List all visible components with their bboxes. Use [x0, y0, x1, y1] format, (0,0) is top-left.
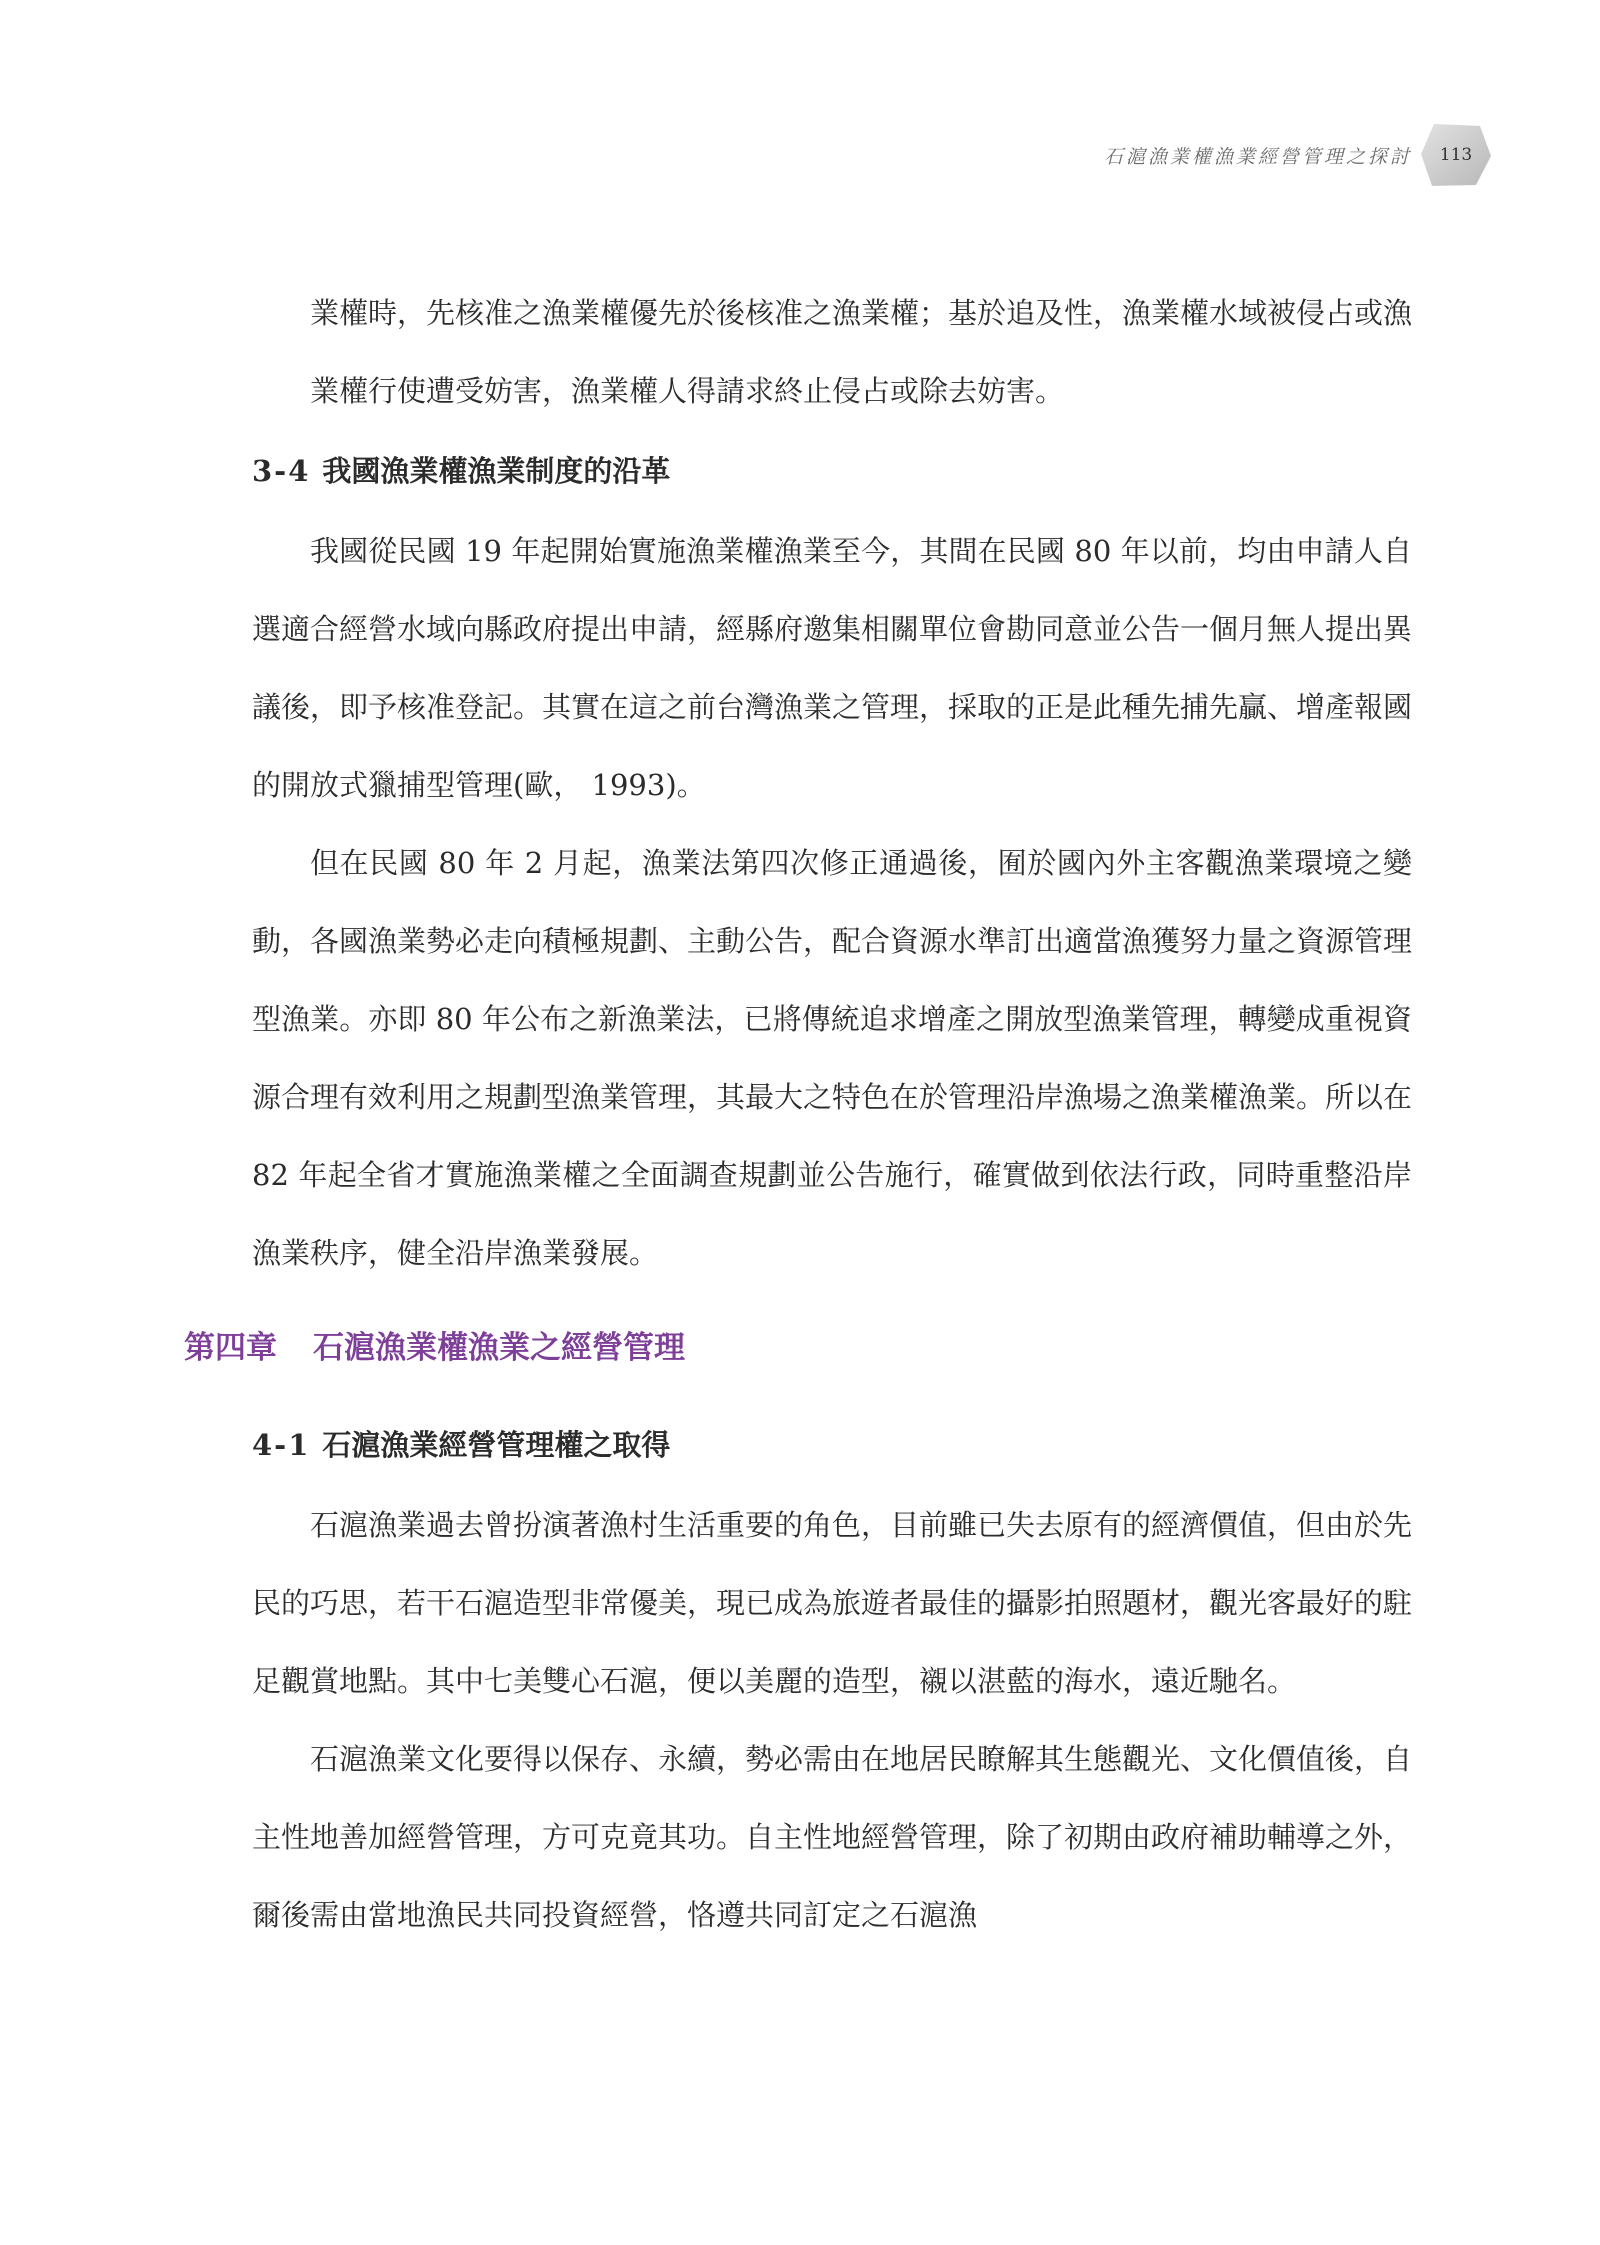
- page-number-badge: [1420, 122, 1492, 188]
- paragraph-continued: 業權時，先核准之漁業權優先於後核准之漁業權；基於追及性，漁業權水域被侵占或漁業權行使遭受妨害，漁業權人得請求終止侵占或除去妨害。: [310, 296, 1413, 408]
- section-heading-3-4: [252, 430, 1412, 512]
- paragraph: 但在民國 80 年 2 月起，漁業法第四次修正通過後，囿於國內外主客觀漁業環境之變動，各國漁業勢必走向積極規劃、主動公告，配合資源水準訂出適當漁獲努力量之資源管理型漁業。亦即 80 年公布之新漁業法，已將傳統追求增產之開放型漁業管理，轉變成重視資源合理有效利用之規劃型漁業管理，其最大之特色在於管理沿岸漁場之漁業權漁業。所以在 82 年起全省才實施漁業權之全面調查規劃並公告施行，確實做到依法行政，同時重整沿岸漁業秩序，健全沿岸漁業發展。: [252, 846, 1413, 1270]
- chapter-title: 石滬漁業權漁業之經營管理: [313, 1330, 685, 1366]
- main-content: [184, 274, 1413, 1954]
- chapter-heading: [184, 1322, 1412, 1374]
- paragraph: 石滬漁業文化要得以保存、永續，勢必需由在地居民瞭解其生態觀光、文化價值後，自主性地善加經營管理，方可克竟其功。自主性地經營管理，除了初期由政府補助輔導之外，爾後需由當地漁民共同投資經營，恪遵共同訂定之石滬漁: [252, 1742, 1413, 1932]
- running-header: 石滬漁業權漁業經營管理之探討: [1103, 146, 1412, 168]
- section-heading-4-1: [252, 1404, 1412, 1486]
- paragraph: 石滬漁業過去曾扮演著漁村生活重要的角色，目前雖已失去原有的經濟價值，但由於先民的巧思，若干石滬造型非常優美，現已成為旅遊者最佳的攝影拍照題材，觀光客最好的駐足觀賞地點。其中七美雙心石滬，便以美麗的造型，襯以湛藍的海水，遠近馳名。: [252, 1508, 1413, 1698]
- section-number: 3-4: [252, 454, 311, 488]
- section-title: 我國漁業權漁業制度的沿革: [322, 454, 671, 488]
- section-number: 4-1: [252, 1428, 311, 1462]
- page-number: 113: [1439, 145, 1473, 165]
- chapter-number: 第四章: [184, 1330, 277, 1366]
- section-title: 石滬漁業經營管理權之取得: [322, 1428, 671, 1462]
- paragraph: 我國從民國 19 年起開始實施漁業權漁業至今，其間在民國 80 年以前，均由申請人自選適合經營水域向縣政府提出申請，經縣府邀集相關單位會勘同意並公告一個月無人提出異議後，即予核准登記。其實在這之前台灣漁業之管理，採取的正是此種先捕先贏、增產報國的開放式獵捕型管理(歐， 1993)。: [252, 534, 1413, 802]
